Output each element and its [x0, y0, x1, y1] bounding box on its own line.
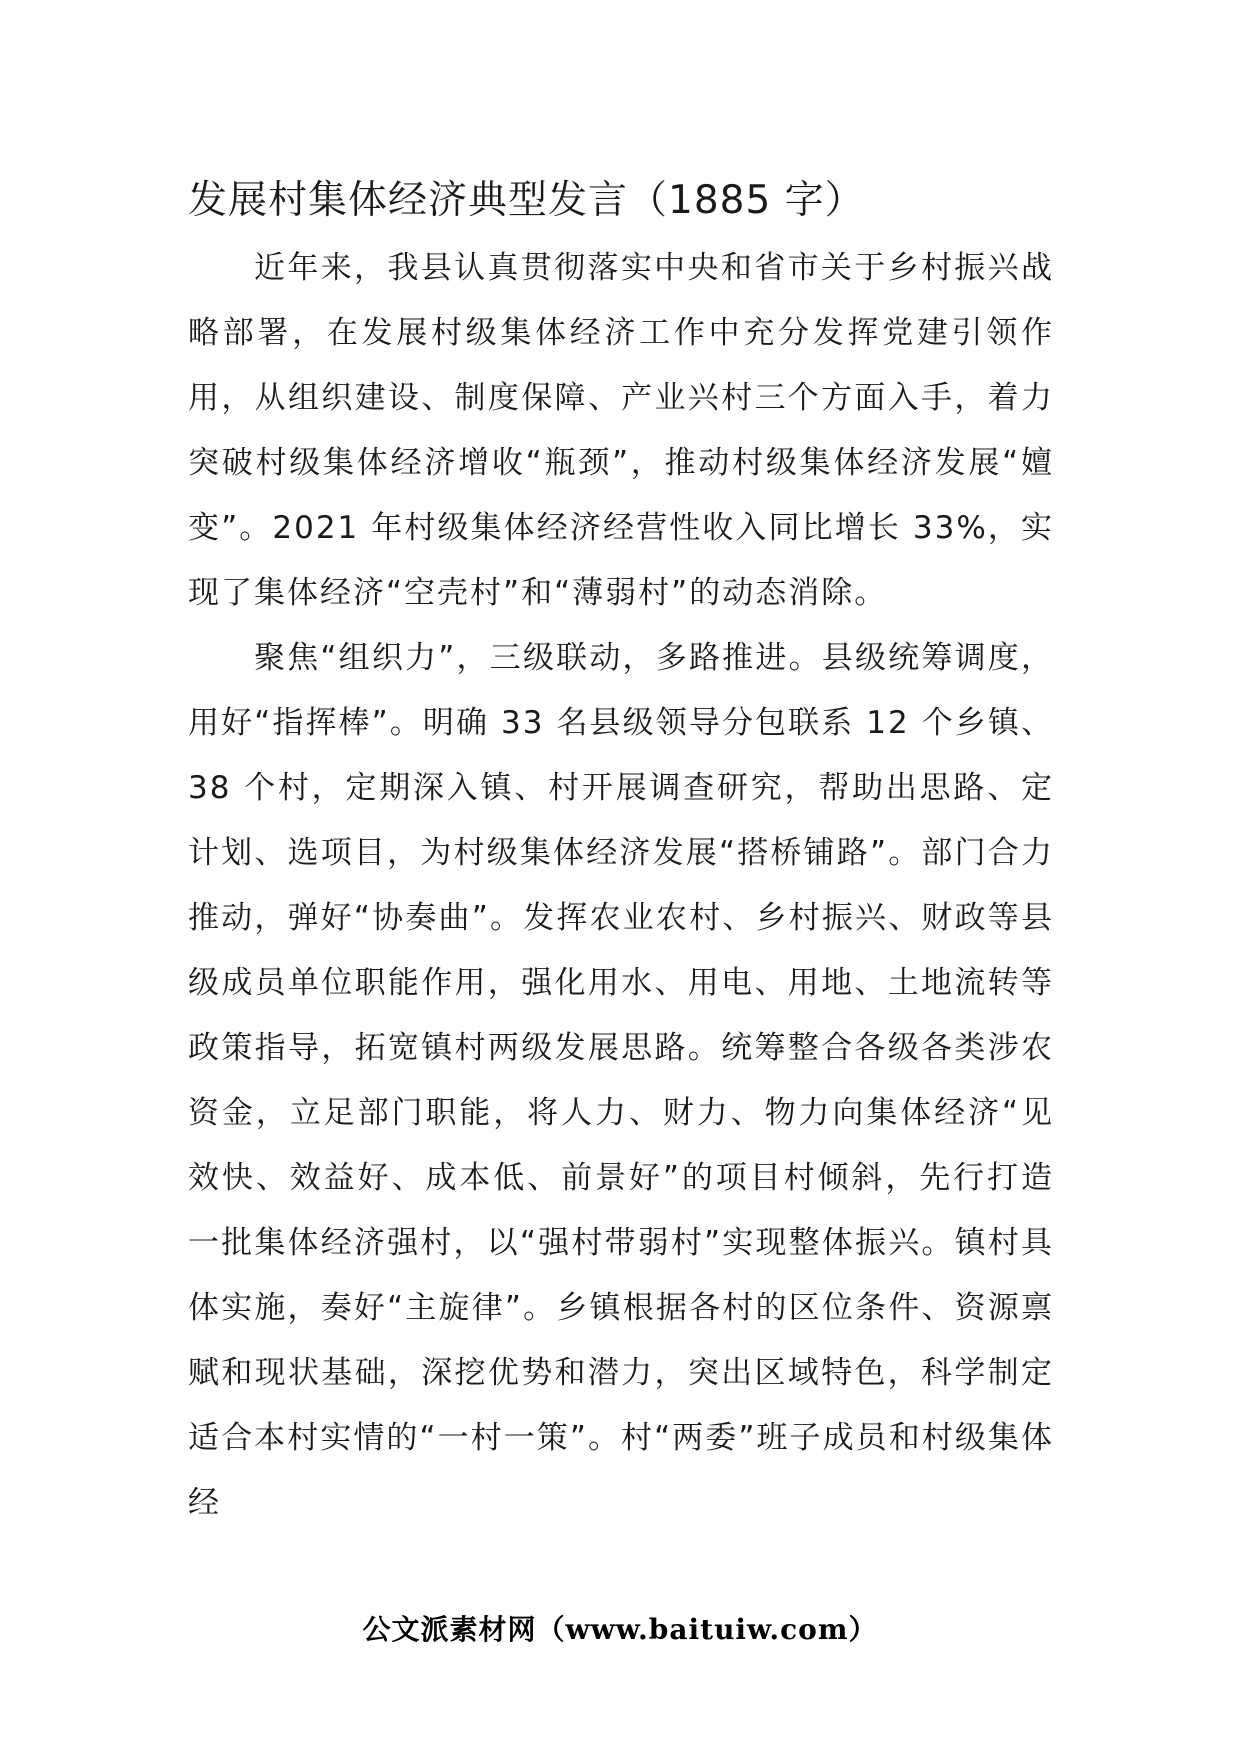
document-body [188, 236, 1054, 1536]
paragraph-intro: 近年来，我县认真贯彻落实中央和省市关于乡村振兴战略部署，在发展村级集体经济工作中充分发挥党建引领作用，从组织建设、制度保障、产业兴村三个方面入手，着力突破村级集体经济增收“瓶颈”，推动村级集体经济发展“嬗变”。2021 年村级集体经济经营性收入同比增长 33%，实现了集体经济“空壳村”和“薄弱村”的动态消除。 [188, 250, 1054, 611]
footer-watermark: 公文派素材网（www.baituiw.com） [362, 1613, 878, 1646]
document-title: 发展村集体经济典型发言（1885 字） [188, 178, 865, 223]
paragraph-organization: 聚焦“组织力”，三级联动，多路推进。县级统筹调度，用好“指挥棒”。明确 33 名县级领导分包联系 12 个乡镇、38 个村，定期深入镇、村开展调查研究，帮助出思路、定计划、选项目，为村级集体经济发展“搭桥铺路”。部门合力推动，弹好“协奏曲”。发挥农业农村、乡村振兴、财政等县级成员单位职能作用，强化用水、用电、用地、土地流转等政策指导，拓宽镇村两级发展思路。统筹整合各级各类涉农资金，立足部门职能，将人力、财力、物力向集体经济“见效快、效益好、成本低、前景好”的项目村倾斜，先行打造一批集体经济强村，以“强村带弱村”实现整体振兴。镇村具体实施，奏好“主旋律”。乡镇根据各村的区位条件、资源禀赋和现状基础，深挖优势和潜力，突出区域特色，科学制定适合本村实情的“一村一策”。村“两委”班子成员和村级集体经 [188, 640, 1054, 1521]
